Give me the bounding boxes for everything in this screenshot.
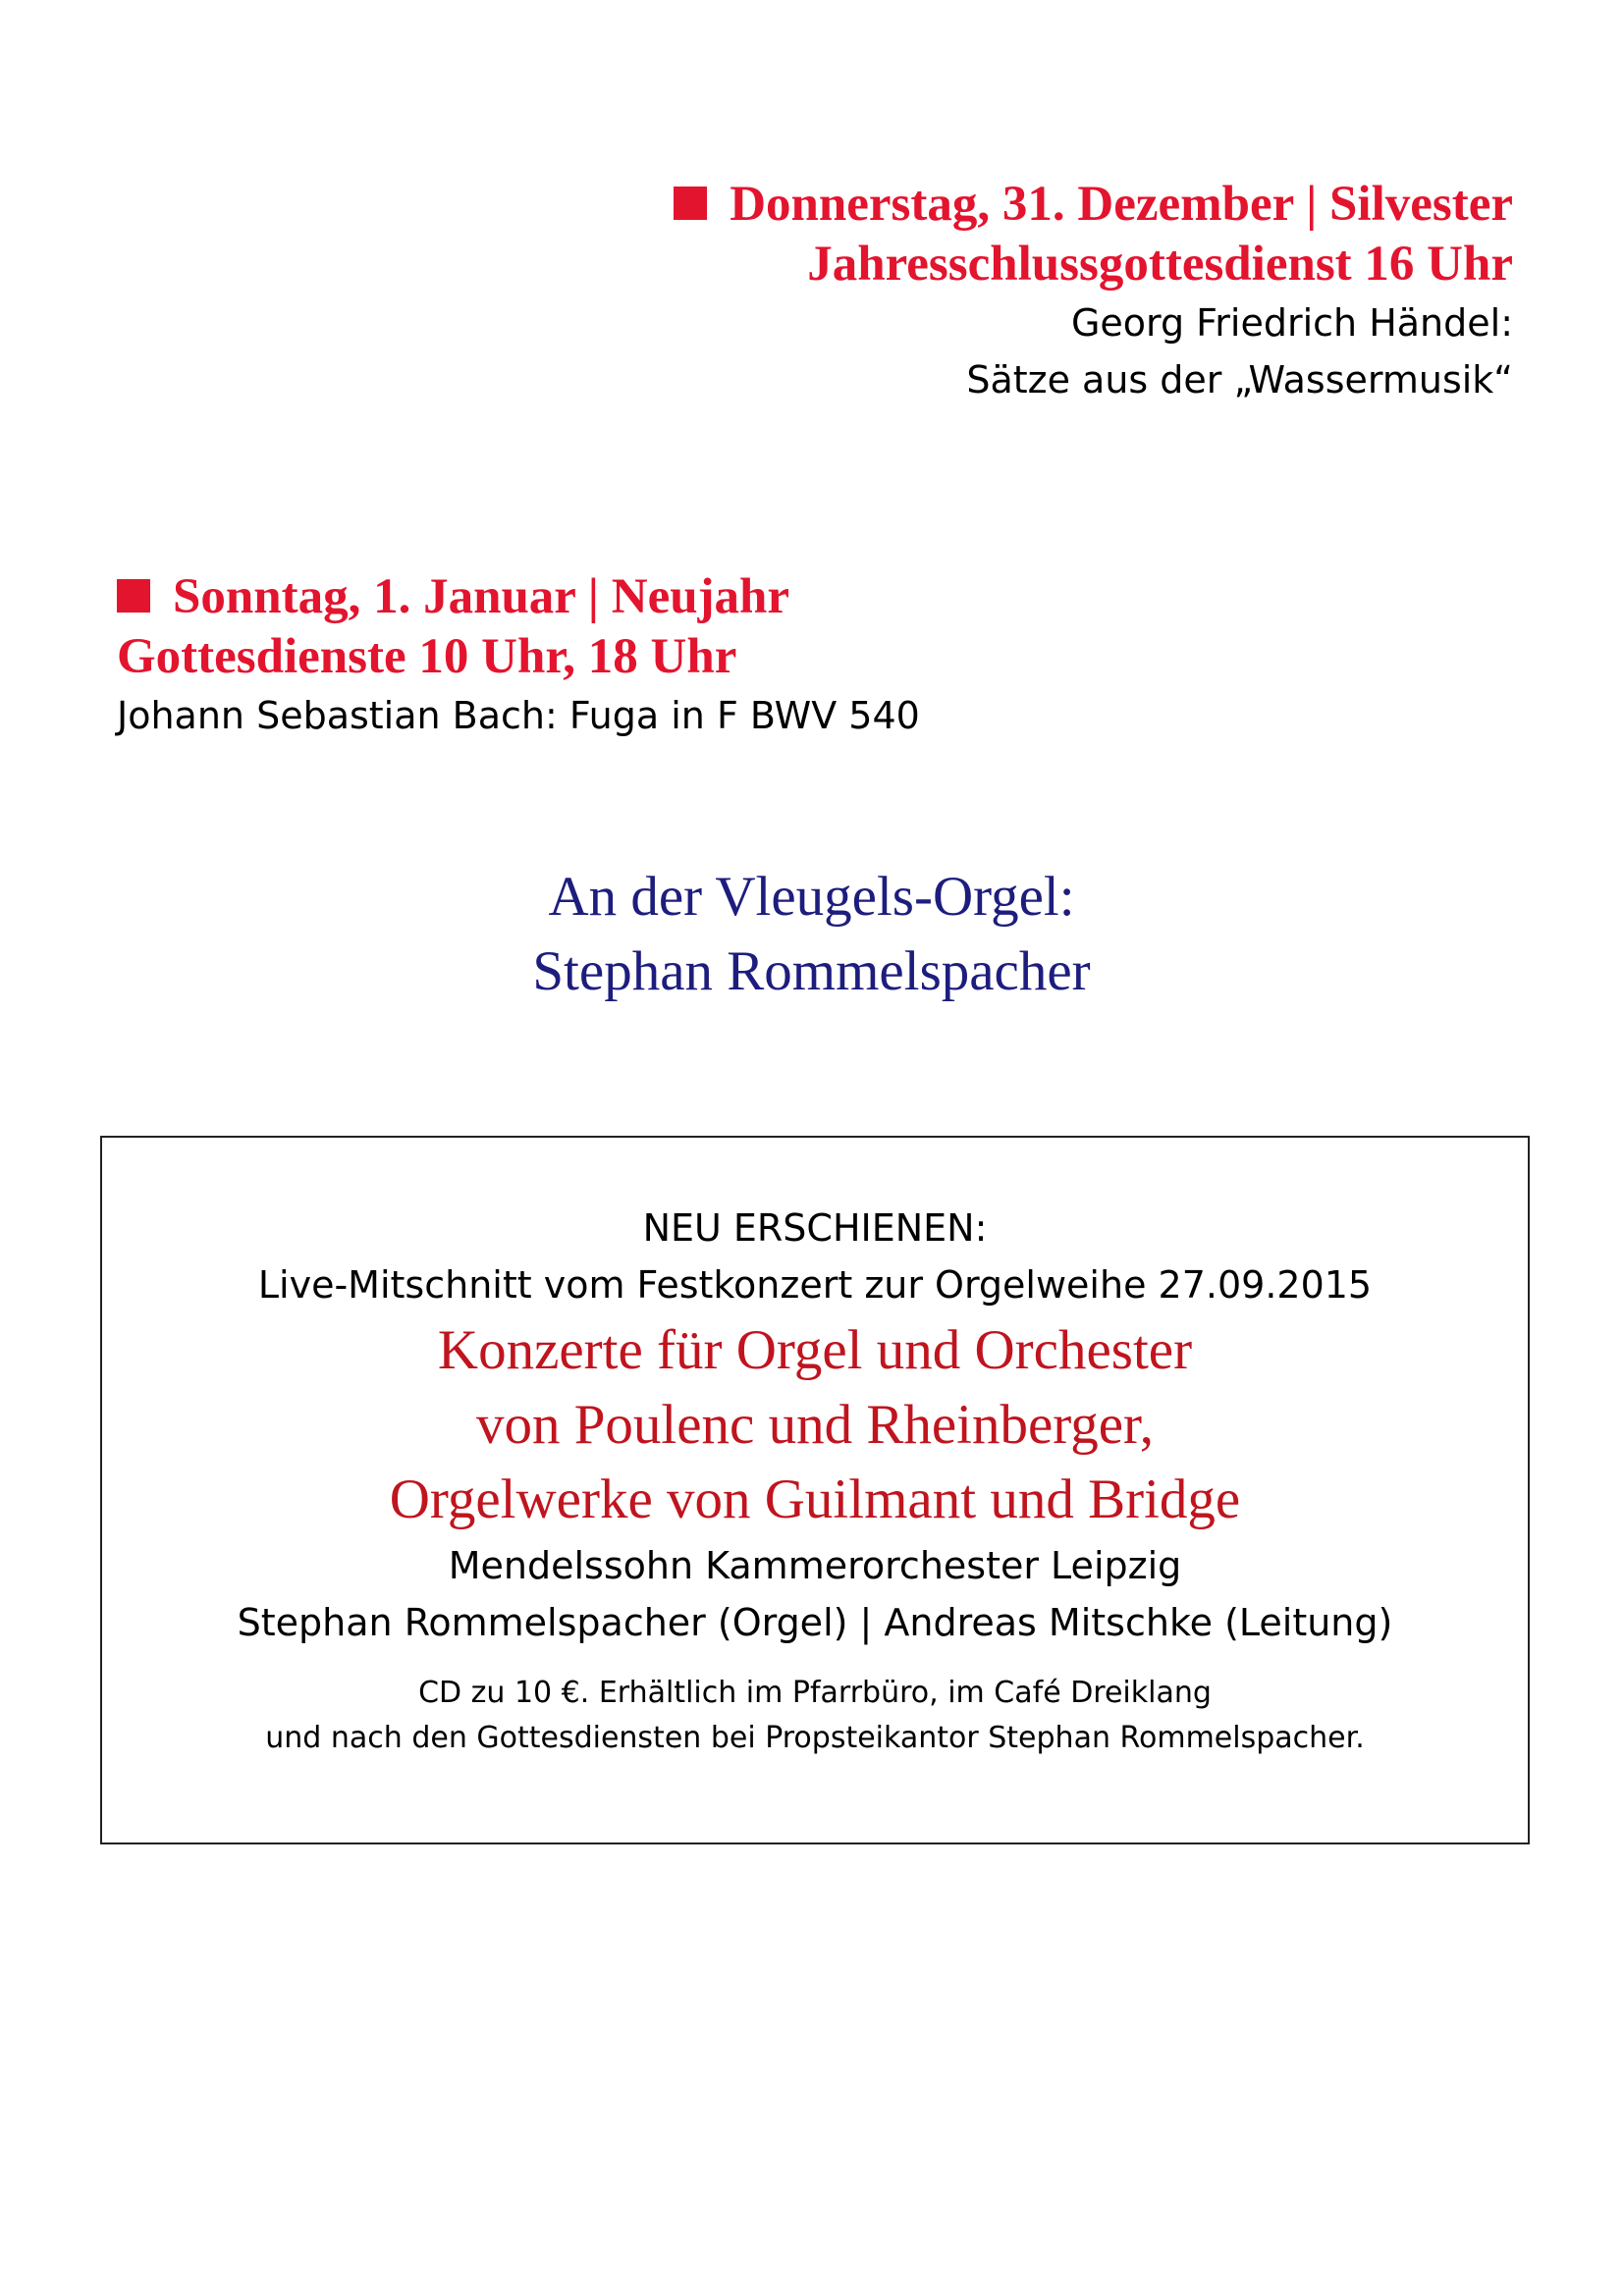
event-headline <box>117 567 920 627</box>
event-headline <box>674 175 1513 235</box>
cd-credit-line: Mendelssohn Kammerorchester Leipzig <box>448 1544 1182 1587</box>
cd-title-line: Konzerte für Orgel und Orchester <box>437 1319 1193 1381</box>
event-music-line: Sätze aus der „Wassermusik“ <box>966 358 1513 401</box>
cd-subtitle: Live-Mitschnitt vom Festkonzert zur Orgelweihe 27.09.2015 <box>257 1263 1373 1307</box>
cd-announcement-box <box>100 1136 1530 1844</box>
event-service-time: Jahresschlussgottesdienst 16 Uhr <box>807 237 1513 292</box>
cd-heading: NEU ERSCHIENEN: <box>642 1206 988 1250</box>
organist-name: Stephan Rommelspacher <box>532 940 1091 1002</box>
cd-announcement-content <box>102 1200 1528 1761</box>
cd-title-line: Orgelwerke von Guilmant und Bridge <box>389 1468 1241 1530</box>
event-headline-text: Donnerstag, 31. Dezember | Silvester <box>730 177 1513 232</box>
spacer <box>102 1651 1528 1671</box>
event-headline-text: Sonntag, 1. Januar | Neujahr <box>173 569 790 624</box>
event-service-time: Gottesdienste 10 Uhr, 18 Uhr <box>117 629 737 684</box>
event-music-line: Johann Sebastian Bach: Fuga in F BWV 540 <box>117 694 920 737</box>
cd-credit-line: Stephan Rommelspacher (Orgel) | Andreas Mitschke (Leitung) <box>237 1601 1393 1644</box>
red-square-bullet-icon <box>117 579 150 613</box>
cd-note-line: und nach den Gottesdiensten bei Propsteikantor Stephan Rommelspacher. <box>265 1721 1365 1755</box>
event-music-line: Georg Friedrich Händel: <box>1070 301 1513 345</box>
organist-block <box>0 860 1623 1009</box>
event-neujahr <box>117 567 920 744</box>
cd-note-line: CD zu 10 €. Erhältlich im Pfarrbüro, im Café Dreiklang <box>418 1676 1212 1710</box>
cd-title-line: von Poulenc und Rheinberger, <box>475 1394 1155 1456</box>
event-silvester <box>674 175 1513 408</box>
red-square-bullet-icon <box>674 187 707 220</box>
organist-label: An der Vleugels-Orgel: <box>548 866 1075 928</box>
